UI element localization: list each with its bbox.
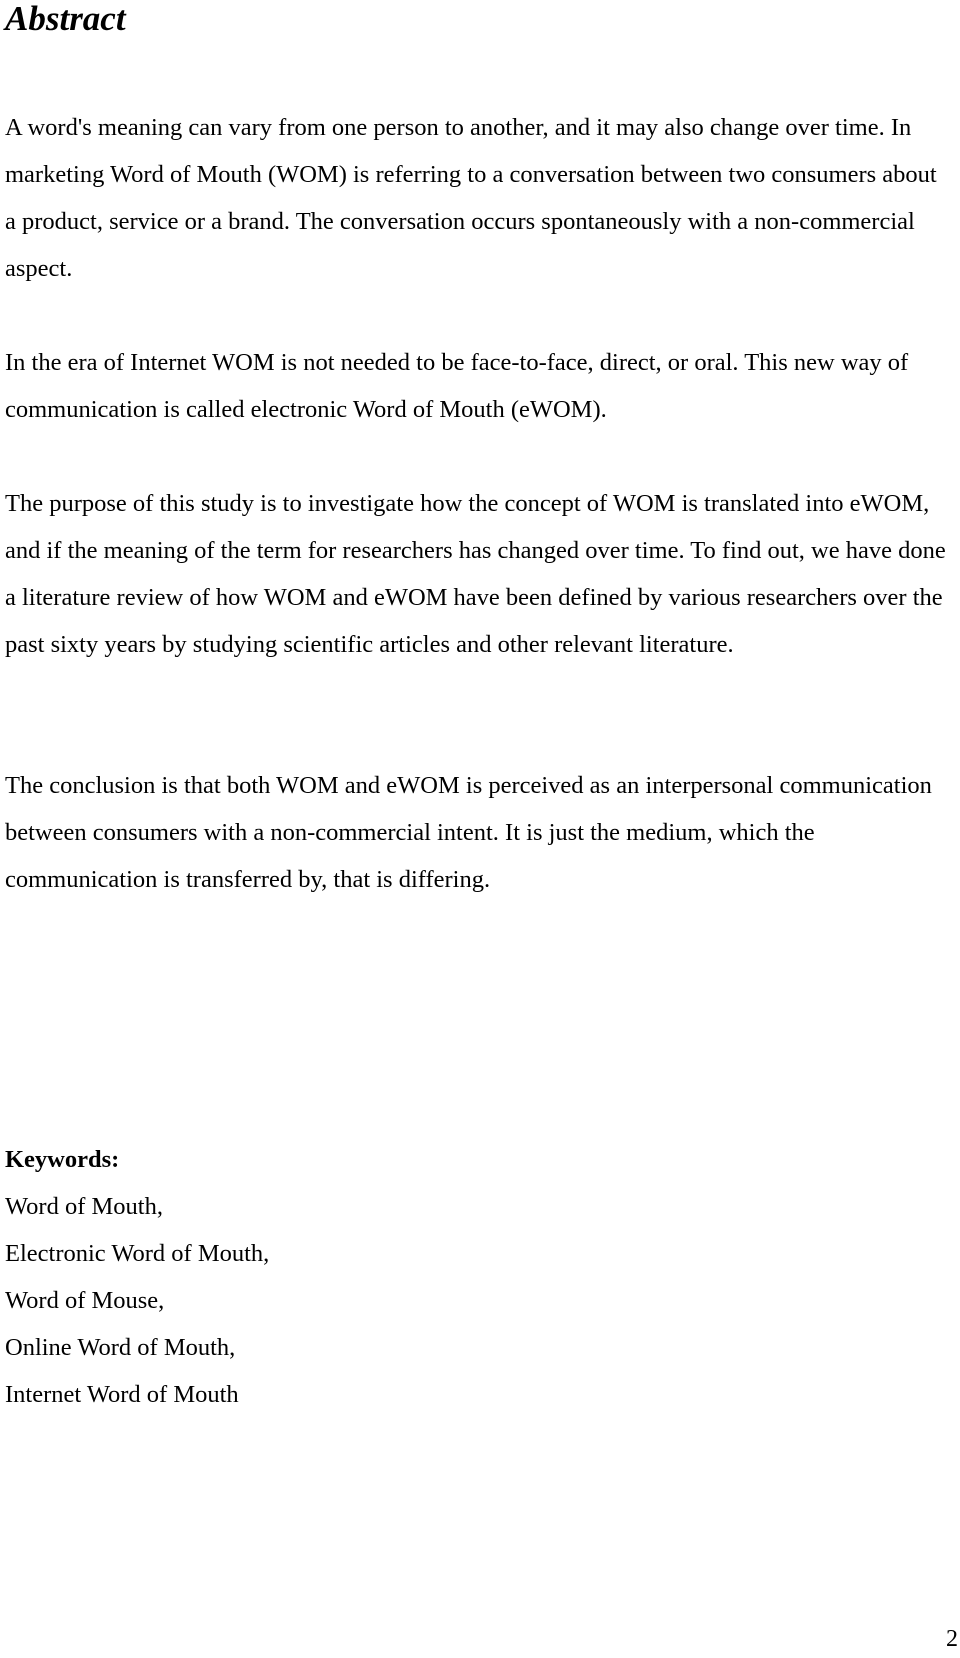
- keyword-item: Electronic Word of Mouth,: [5, 1240, 270, 1267]
- abstract-paragraph-4: The conclusion is that both WOM and eWOM is perceived as an interpersonal communication between consumers with a non-commercial intent. It is just the medium, which the communication is transferred by, that is differing.: [5, 772, 932, 893]
- keyword-item: Word of Mouth,: [5, 1193, 163, 1220]
- abstract-paragraph-1: A word's meaning can vary from one person to another, and it may also change over time. In marketing Word of Mouth (WOM) is referring to a conversation between two consumers about a product, service or a brand. The conversation occurs spontaneously with a non-commercial aspect.: [5, 114, 937, 282]
- keywords-list: [5, 1136, 269, 1418]
- abstract-heading: Abstract: [5, 0, 126, 38]
- keyword-item: Internet Word of Mouth: [5, 1381, 239, 1408]
- abstract-paragraph-2: In the era of Internet WOM is not needed to be face-to-face, direct, or oral. This new way of communication is called electronic Word of Mouth (eWOM).: [5, 349, 909, 423]
- page-number: 2: [946, 1626, 958, 1652]
- abstract-paragraph-3: The purpose of this study is to investigate how the concept of WOM is translated into eWOM, and if the meaning of the term for researchers has changed over time. To find out, we have done a literature review of how WOM and eWOM have been defined by various researchers over the past sixty years by studying scientific articles and other relevant literature.: [5, 490, 946, 658]
- keyword-item: Word of Mouse,: [5, 1287, 165, 1314]
- keyword-item: Online Word of Mouth,: [5, 1334, 236, 1361]
- keywords-heading: Keywords:: [5, 1146, 120, 1173]
